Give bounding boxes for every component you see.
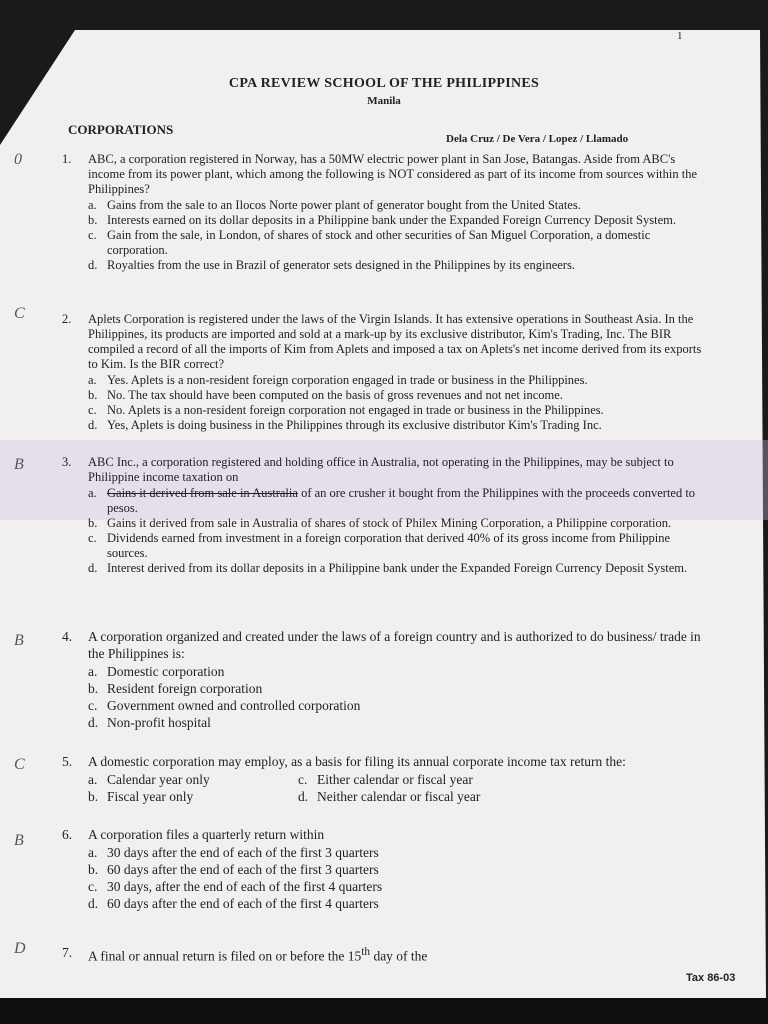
option-text: Dividends earned from investment in a foreign corporation that derived 40% of its gross income from Philippine sources. — [107, 531, 671, 560]
option — [88, 403, 712, 418]
option-text: Interests earned on its dollar deposits in a Philippine bank under the Expanded Foreign Currency Deposit System. — [107, 213, 676, 227]
option — [88, 714, 712, 731]
option-letter: a. — [88, 664, 98, 679]
question-number: 6. — [62, 827, 73, 842]
handwritten-answer-mark: B — [14, 456, 24, 473]
option — [88, 680, 712, 697]
option-letter: c. — [298, 772, 308, 787]
option-letter: d. — [88, 258, 98, 272]
question-text: A corporation files a quarterly return within — [88, 827, 325, 842]
handwritten-answer-mark: D — [14, 940, 26, 957]
question-6 — [62, 826, 712, 912]
question-text: ABC Inc., a corporation registered and holding office in Australia, not operating in the Philippines, may be subject to Philippine income taxation on — [88, 455, 674, 484]
question-text-end: day of the — [370, 948, 428, 964]
option-letter: c. — [88, 228, 97, 242]
option-letter: c. — [88, 879, 98, 894]
option-letter: b. — [88, 862, 99, 877]
option-letter: c. — [88, 403, 97, 417]
option-text: Resident foreign corporation — [107, 681, 263, 696]
option — [88, 861, 712, 878]
option-letter: d. — [298, 789, 309, 804]
option-text: 60 days after the end of each of the first 3 quarters — [107, 862, 379, 877]
ordinal-suffix: th — [361, 946, 371, 958]
option-letter: d. — [88, 715, 99, 730]
option-letter: b. — [88, 681, 99, 696]
option — [88, 486, 712, 516]
question-3 — [62, 455, 712, 576]
option — [88, 531, 712, 561]
handwritten-answer-mark: B — [14, 632, 24, 649]
option-letter: d. — [88, 561, 98, 575]
option — [88, 771, 298, 788]
option-letter: b. — [88, 789, 99, 804]
option — [88, 198, 712, 213]
option — [88, 258, 712, 273]
option — [88, 418, 712, 433]
option — [88, 844, 712, 861]
option — [88, 697, 712, 714]
option — [88, 788, 298, 805]
option — [88, 516, 712, 531]
question-number: 3. — [62, 455, 72, 469]
option-text: 60 days after the end of each of the first 4 quarters — [107, 896, 379, 911]
option-text: of an ore crusher it bought from the Philippines with the proceeds converted to pesos. — [107, 486, 696, 515]
question-text: ABC, a corporation registered in Norway, has a 50MW electric power plant in San Jose, Batangas. Aside from ABC's income from its power plant, which among the following is NOT considered as part of its income from sources within the Philippines? — [88, 152, 698, 196]
option — [88, 388, 712, 403]
option-text: Gains from the sale to an Ilocos Norte power plant of generator bought from the United States. — [107, 198, 581, 212]
question-number: 1. — [62, 152, 72, 166]
option-letter: b. — [88, 516, 98, 530]
option-letter: a. — [88, 373, 97, 387]
option-text: 30 days after the end of each of the first 3 quarters — [107, 845, 379, 860]
option-text: No. The tax should have been computed on the basis of gross revenues and not net income. — [107, 388, 563, 402]
option-text: Government owned and controlled corporation — [107, 698, 361, 713]
question-number: 4. — [62, 629, 73, 644]
option — [88, 213, 712, 228]
option-letter: b. — [88, 213, 98, 227]
option-text: Interest derived from its dollar deposits in a Philippine bank under the Expanded Foreign Currency Deposit System. — [107, 561, 688, 575]
option — [88, 663, 712, 680]
option-text: Fiscal year only — [107, 789, 194, 804]
option-text: Neither calendar or fiscal year — [317, 789, 481, 804]
option-letter: a. — [88, 486, 97, 500]
question-number: 2. — [62, 312, 72, 326]
option-letter: c. — [88, 531, 97, 545]
question-1 — [62, 152, 712, 273]
option — [88, 895, 712, 912]
handwritten-answer-mark: C — [14, 756, 25, 773]
question-7 — [62, 944, 712, 965]
option-letter: d. — [88, 418, 98, 432]
option-letter: b. — [88, 388, 98, 402]
option-letter: a. — [88, 772, 98, 787]
option — [88, 561, 712, 576]
option — [88, 878, 712, 895]
question-number: 5. — [62, 754, 73, 769]
photo-background — [0, 998, 768, 1024]
struck-text: Gains it derived from sale in Australia — [107, 486, 298, 500]
option-text: Either calendar or fiscal year — [317, 772, 473, 787]
handwritten-answer-mark: B — [14, 832, 24, 849]
question-4 — [62, 628, 712, 731]
option — [88, 373, 712, 388]
subject-title: CORPORATIONS — [68, 122, 174, 137]
option — [298, 771, 712, 788]
option-letter: a. — [88, 198, 97, 212]
option-text: No. Aplets is a non-resident foreign corporation not engaged in trade or business in the Philippines. — [107, 403, 604, 417]
handwritten-answer-mark: C — [14, 305, 25, 322]
school-city: Manila — [367, 95, 401, 107]
question-number: 7. — [62, 945, 73, 960]
question-text-start: A final or annual return is filed on or before the 15 — [88, 948, 362, 964]
school-name: CPA REVIEW SCHOOL OF THE PHILIPPINES — [228, 76, 540, 91]
option-text: Domestic corporation — [107, 664, 225, 679]
option-text: Gain from the sale, in London, of shares of stock and other securities of San Miguel Corporation, a domestic corporation. — [107, 228, 651, 257]
option-text: 30 days, after the end of each of the first 4 quarters — [107, 879, 383, 894]
option-text: Non-profit hospital — [107, 715, 211, 730]
option — [88, 228, 712, 258]
question-text — [88, 944, 712, 965]
option — [298, 788, 712, 805]
question-text: A domestic corporation may employ, as a basis for filing its annual corporate income tax return the: — [88, 754, 626, 769]
option-letter: a. — [88, 845, 98, 860]
question-5 — [62, 753, 712, 805]
question-text: A corporation organized and created under the laws of a foreign country and is authorized to do business/ trade in the Philippines is: — [88, 629, 701, 661]
option-letter: d. — [88, 896, 99, 911]
option-text: Calendar year only — [107, 772, 210, 787]
handwritten-answer-mark: 0 — [14, 151, 22, 168]
option-text: Gains it derived from sale in Australia of shares of stock of Philex Mining Corporation, a Philippine corporation. — [107, 516, 672, 530]
question-2 — [62, 312, 712, 433]
option-text: Yes. Aplets is a non-resident foreign corporation engaged in trade or business in the Philippines. — [107, 373, 588, 387]
footer-code: Tax 86-03 — [686, 972, 736, 984]
authors: Dela Cruz / De Vera / Lopez / Llamado — [446, 133, 629, 145]
option-text: Royalties from the use in Brazil of generator sets designed in the Philippines by its engineers. — [107, 258, 575, 272]
page-number: 1 — [677, 30, 683, 42]
question-text: Aplets Corporation is registered under the laws of the Virgin Islands. It has extensive operations in Southeast Asia. In the Philippines, its products are imported and sold at a mark-up by its exclusive distributor, Kim's Trading, Inc. The BIR compiled a record of all the imports of Kim from Aplets and imposed a tax on Aplets's net income derived from its exports to Kim. Is the BIR correct? — [88, 312, 702, 371]
option-letter: c. — [88, 698, 98, 713]
option-text: Yes, Aplets is doing business in the Philippines through its exclusive distributor Kim's Trading Inc. — [107, 418, 602, 432]
